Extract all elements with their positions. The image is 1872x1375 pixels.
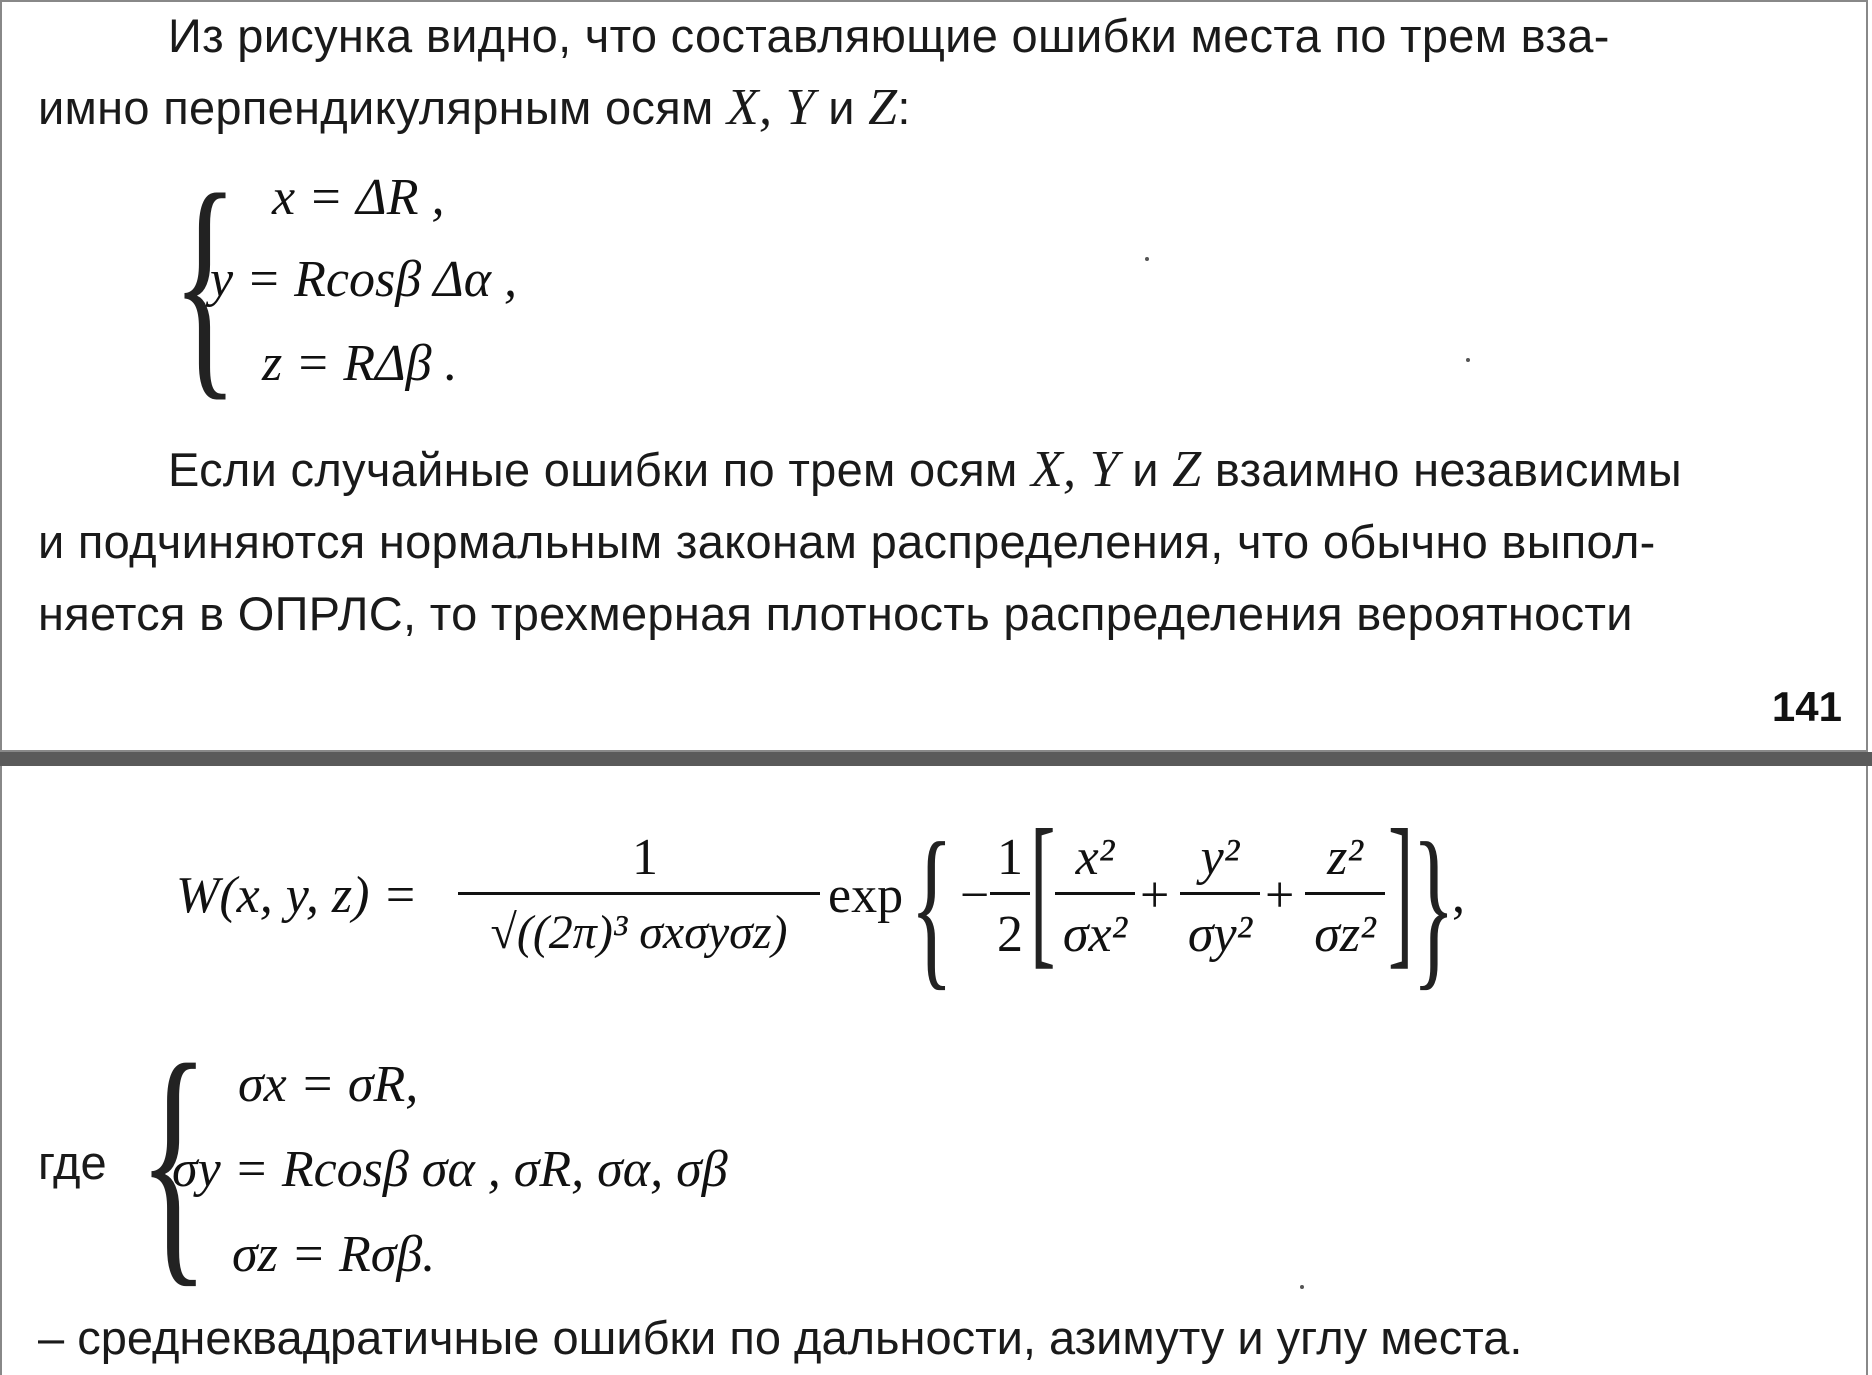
sigma-x-equation — [238, 1055, 418, 1114]
trailing-comma: , — [1452, 867, 1465, 924]
sigma-x-text: σx = σR, — [238, 1056, 419, 1113]
paragraph-2 — [38, 434, 1848, 650]
fraction-numerator: 1 — [632, 829, 658, 886]
sigma-y-equation — [172, 1140, 728, 1199]
curly-brace-close: } — [1412, 806, 1456, 1005]
equation-x-text: x = ΔR , — [272, 169, 445, 226]
curly-brace-open: { — [910, 806, 954, 1005]
term-1-bar — [1055, 892, 1135, 895]
paragraph-2-text-b: взаимно независимы — [1201, 443, 1682, 496]
bracket-open: [ — [1030, 795, 1056, 983]
paragraph-2-text-a: Если случайные ошибки по трем осям — [168, 443, 1031, 496]
colon: : — [897, 81, 911, 134]
half-bar — [990, 892, 1030, 895]
speck — [1145, 257, 1149, 261]
equation-y-text: y = Rcosβ Δα , — [210, 251, 518, 308]
system-2-brace: { — [138, 1010, 210, 1309]
formula-lhs-text: W(x, y, z) = — [176, 867, 418, 924]
paragraph-1-line-1: Из рисунка видно, что составляющие ошибки места по трем вза- — [168, 9, 1610, 62]
paragraph-1-text: имно перпендикулярным осям — [38, 81, 727, 134]
where-label: где — [38, 1136, 107, 1189]
term-2-numerator: y² — [1200, 829, 1240, 886]
term-3-bar — [1305, 892, 1385, 895]
paragraph-1-line-2 — [38, 72, 1848, 144]
exp-function: exp — [828, 867, 904, 924]
equation-z-text: z = RΔβ . — [262, 335, 458, 392]
conjunction-2: и — [1118, 443, 1173, 496]
fraction-bar — [458, 892, 820, 895]
term-1-numerator: x² — [1075, 829, 1115, 886]
equation-z — [262, 334, 458, 393]
term-2-bar — [1180, 892, 1260, 895]
axis-y-label-2: Y — [1089, 441, 1119, 498]
axis-y-label: Y — [785, 79, 815, 136]
sigma-z-text: σz = Rσβ. — [232, 1226, 436, 1283]
fraction-denominator: √((2π)³ σxσyσz) — [490, 906, 788, 959]
closing-line: – среднеквадратичные ошибки по дальности, азимуту и углу места. — [38, 1311, 1523, 1364]
speck — [1300, 1285, 1304, 1289]
term-2-denominator: σy² — [1187, 906, 1253, 963]
equation-y — [210, 250, 517, 309]
paragraph-2-line-3: няется в ОПРЛС, то трехмерная плотность распределения вероятности — [38, 587, 1633, 640]
half-denominator: 2 — [997, 906, 1023, 963]
speck — [1466, 358, 1470, 362]
plus-2: + — [1265, 867, 1295, 924]
paragraph-2-line-1 — [38, 434, 1848, 506]
axis-x-label: X, — [726, 79, 773, 136]
axis-x-label-2: X, — [1030, 441, 1077, 498]
axis-z-label-2: Z — [1172, 441, 1202, 498]
formula-lhs — [176, 866, 418, 925]
sigma-z-equation — [232, 1225, 435, 1284]
axis-z-label: Z — [868, 79, 898, 136]
sigma-y-text: σy = Rcosβ σα , σR, σα, σβ — [172, 1141, 728, 1198]
term-1-denominator: σx² — [1062, 906, 1128, 963]
minus-sign: − — [960, 867, 990, 924]
paragraph-1 — [38, 0, 1848, 144]
conjunction: и — [814, 81, 869, 134]
plus-1: + — [1140, 867, 1170, 924]
half-numerator: 1 — [997, 829, 1023, 886]
paragraph-2-line-2: и подчиняются нормальным законам распределения, что обычно выпол- — [38, 515, 1656, 568]
term-3-denominator: σz² — [1314, 906, 1376, 963]
page-number: 141 — [1771, 683, 1842, 730]
page-divider — [0, 752, 1872, 766]
bracket-close: ] — [1388, 795, 1414, 983]
term-3-numerator: z² — [1327, 829, 1363, 886]
equation-x — [272, 168, 444, 227]
system-1-brace: { — [172, 144, 238, 421]
